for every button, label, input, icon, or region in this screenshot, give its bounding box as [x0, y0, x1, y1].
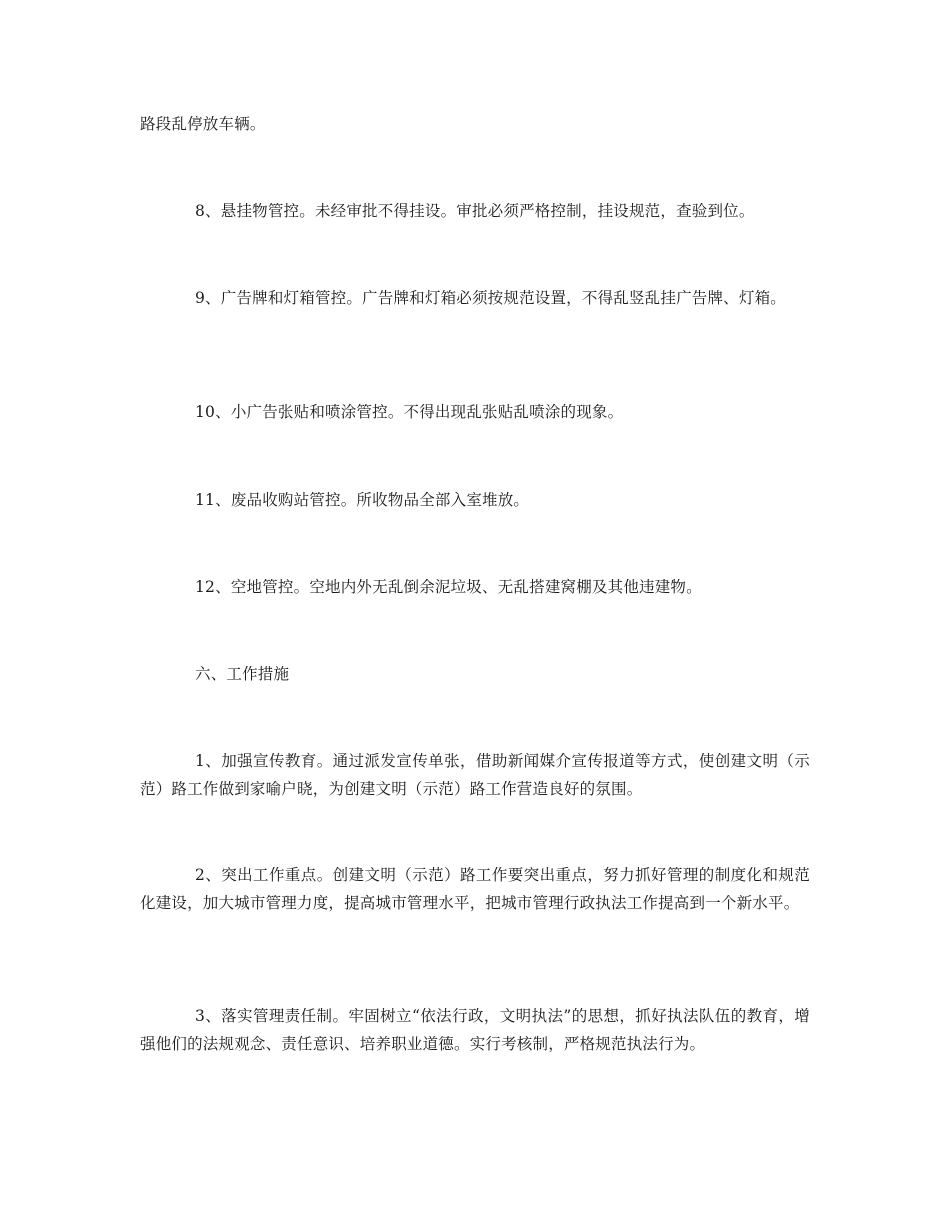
paragraph-item-12: 12、空地管控。空地内外无乱倒余泥垃圾、无乱搭建窝棚及其他违建物。 [195, 578, 702, 596]
paragraph-item-9: 9、广告牌和灯箱管控。广告牌和灯箱必须按规范设置，不得乱竖乱挂广告牌、灯箱。 [195, 289, 786, 307]
section-heading-work-measures: 六、工作措施 [195, 665, 290, 683]
paragraph-continuation: 路段乱停放车辆。 [140, 115, 266, 133]
paragraph-item-8: 8、悬挂物管控。未经审批不得挂设。审批必须严格控制，挂设规范，查验到位。 [195, 202, 755, 220]
paragraph-item-11: 11、废品收购站管控。所收物品全部入室堆放。 [195, 491, 530, 509]
paragraph-item-10: 10、小广告张贴和喷涂管控。不得出现乱张贴乱喷涂的现象。 [195, 403, 624, 421]
paragraph-measure-2: 2、突出工作重点。创建文明（示范）路工作要突出重点，努力抓好管理的制度化和规范化建设，加大城市管理力度，提高城市管理水平，把城市管理行政执法工作提高到一个新水平。 [140, 866, 810, 912]
paragraph-measure-3: 3、落实管理责任制。牢固树立“依法行政，文明执法”的思想，抓好执法队伍的教育，增强他们的法规观念、责任意识、培养职业道德。实行考核制，严格规范执法行为。 [140, 1007, 810, 1053]
paragraph-measure-1: 1、加强宣传教育。通过派发宣传单张，借助新闻媒介宣传报道等方式，使创建文明（示范）路工作做到家喻户晓，为创建文明（示范）路工作营造良好的氛围。 [140, 752, 810, 798]
